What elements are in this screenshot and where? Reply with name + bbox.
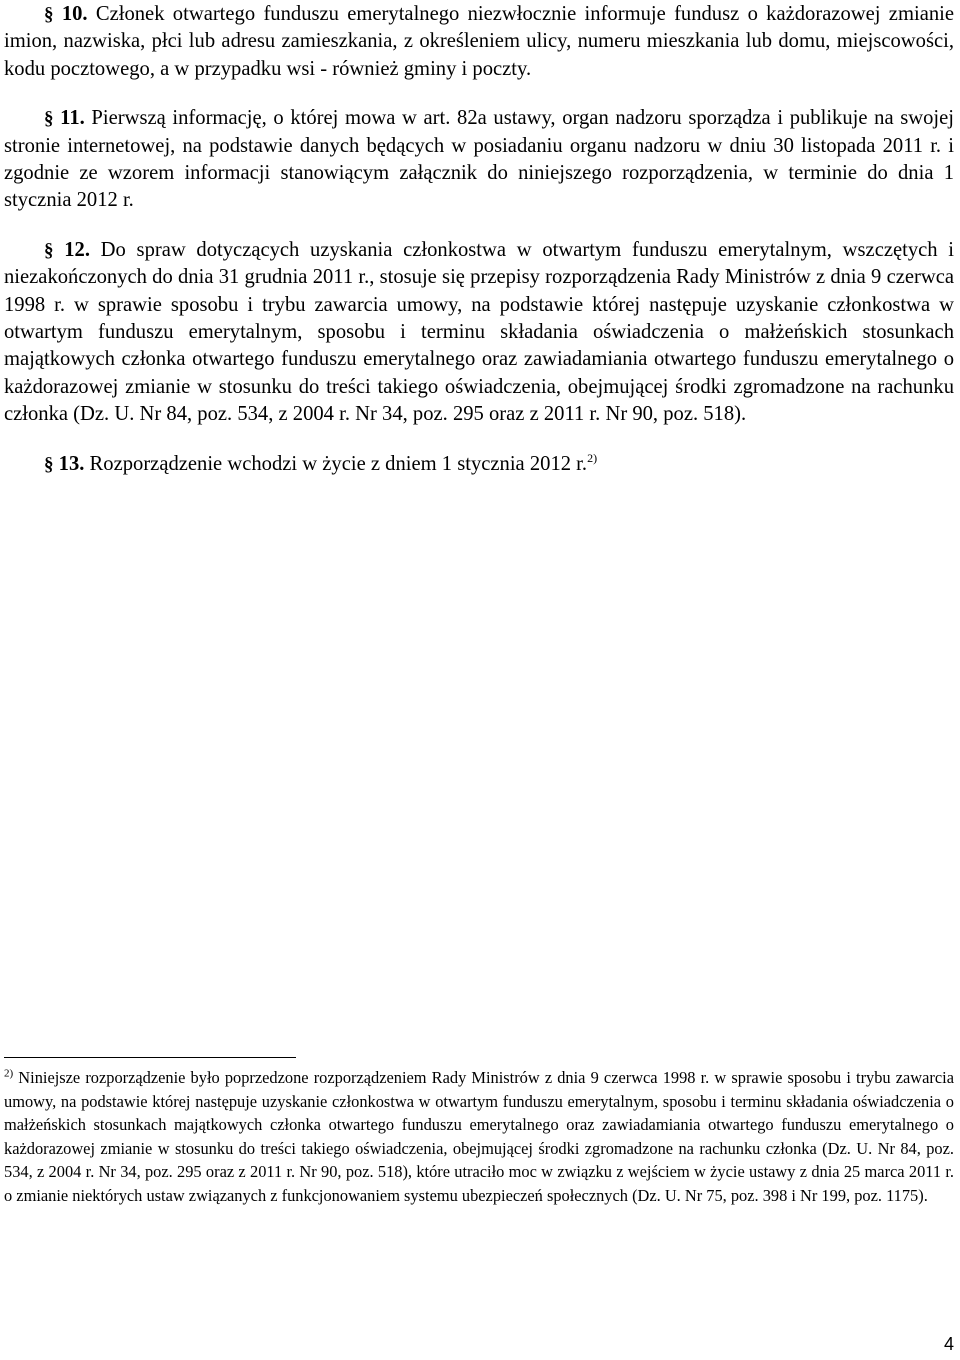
- document-body: [4, 0, 954, 478]
- paragraph-number: 13.: [58, 452, 85, 475]
- section-sign: §: [44, 239, 54, 261]
- footnote-reference[interactable]: 2): [587, 450, 598, 465]
- footnote-text: Niniejsze rozporządzenie było poprzedzone rozporządzeniem Rady Ministrów z dnia 9 czerwca 1998 r. w sprawie sposobu i trybu zawarcia umowy, na podstawie której następuje uzyskanie członkostwa w otwartym funduszu emerytalnym, sposobu i terminu składania oświadczenia o małżeńskich stosunkach majątkowych członka otwartego funduszu emerytalnego oraz zawiadamiania otwartego funduszu emerytalnego o każdorazowej zmianie w stosunku do treści takiego oświadczenia, obejmującej środki zgromadzone na rachunku członka (Dz. U. Nr 84, poz. 534, z 2004 r. Nr 34, poz. 295 oraz z 2011 r. Nr 90, poz. 518), które utraciło moc w związku z wejściem w życie ustawy z dnia 25 marca 2011 r. o zmianie niektórych ustaw związanych z funkcjonowaniem systemu ubezpieczeń społecznych (Dz. U. Nr 75, poz. 398 i Nr 199, poz. 1175).: [4, 1068, 954, 1205]
- footnote-marker: 2): [4, 1067, 14, 1080]
- paragraph-text: Rozporządzenie wchodzi w życie z dniem 1 stycznia 2012 r.: [84, 452, 588, 475]
- footnote-2: [4, 1066, 954, 1208]
- paragraph-11: [4, 105, 954, 215]
- paragraph-text: Pierwszą informację, o której mowa w art. 82a ustawy, organ nadzoru sporządza i publikuje na swojej stronie internetowej, na podstawie danych będących w posiadaniu organu nadzoru w dniu 30 listopada 2011 r. i zgodnie ze wzorem informacji stanowiącym załącznik do niniejszego rozporządzenia, w terminie do dnia 1 stycznia 2012 r.: [4, 107, 954, 212]
- paragraph-12: [4, 237, 954, 429]
- paragraph-13: [4, 451, 954, 478]
- section-sign: §: [44, 108, 54, 130]
- page-number: 4: [943, 1334, 954, 1354]
- section-sign: §: [44, 4, 54, 25]
- paragraph-number: 10.: [61, 3, 88, 25]
- paragraph-text: Do spraw dotyczących uzyskania członkostwa w otwartym funduszu emerytalnym, wszczętych i niezakończonych do dnia 31 grudnia 2011 r., stosuje się przepisy rozporządzenia Rady Ministrów z dnia 9 czerwca 1998 r. w sprawie sposobu i trybu zawarcia umowy, na podstawie której następuje uzyskanie członkostwa w otwartym funduszu emerytalnym, sposobu i terminu składania oświadczenia o małżeńskich stosunkach majątkowych członka otwartego funduszu emerytalnego oraz zawiadamiania otwartego funduszu emerytalnego o każdorazowej zmianie w stosunku do treści takiego oświadczenia, obejmującej środki zgromadzone na rachunku członka (Dz. U. Nr 84, poz. 534, z 2004 r. Nr 34, poz. 295 oraz z 2011 r. Nr 90, poz. 518).: [4, 238, 954, 426]
- paragraph-text: Członek otwartego funduszu emerytalnego niezwłocznie informuje fundusz o każdorazowej zmianie imion, nazwiska, płci lub adresu zamieszkania, z określeniem ulicy, numeru mieszkania lub domu, miejscowości, kodu pocztowego, a w przypadku wsi - również gminy i poczty.: [4, 3, 954, 80]
- footnote-separator: [4, 1057, 296, 1058]
- paragraph-number: 11.: [60, 107, 85, 130]
- paragraph-number: 12.: [64, 238, 90, 261]
- section-sign: §: [44, 453, 54, 475]
- paragraph-10: [4, 1, 954, 83]
